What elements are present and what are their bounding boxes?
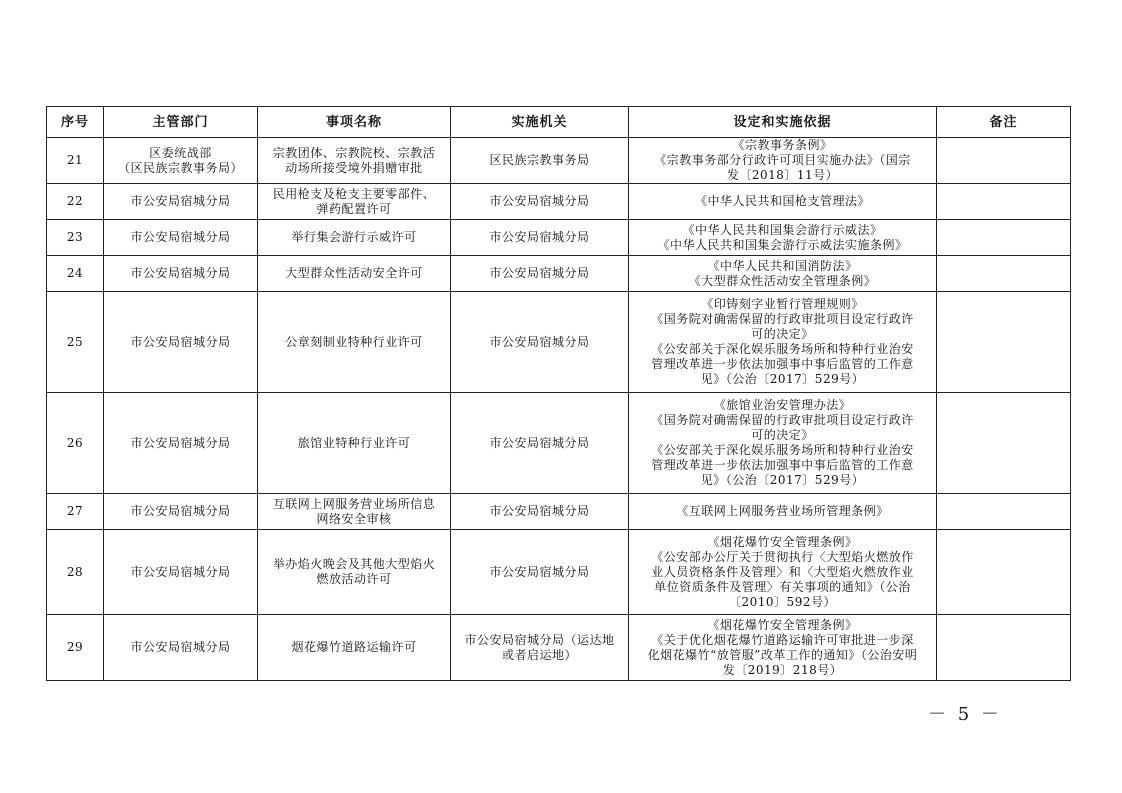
serial-cell: 27: [47, 494, 104, 530]
item-name-line: 互联网上网服务营业场所信息: [272, 496, 436, 511]
item-name-line: 大型群众性活动安全许可: [285, 266, 423, 280]
agency-cell: [451, 256, 629, 292]
table-row: [47, 138, 1071, 184]
page-number: － 5 －: [928, 704, 1002, 725]
department-line: 市公安局宿城分局: [130, 640, 231, 654]
item-name-line: 弹药配置许可: [316, 201, 392, 216]
basis-cell: [629, 292, 937, 393]
department-line: 市公安局宿城分局: [130, 194, 231, 208]
header-remarks: 备注: [937, 107, 1071, 138]
basis-line: 《中华人民共和国枪支管理法》: [694, 194, 870, 208]
table-row: [47, 184, 1071, 220]
item-name-cell: [258, 184, 451, 220]
department-line: 市公安局宿城分局: [130, 504, 231, 518]
basis-line: 《宗教事务条例》: [732, 138, 833, 152]
serial-cell: 28: [47, 530, 104, 615]
basis-line: 可的决定》: [751, 428, 814, 442]
department-cell: [104, 615, 258, 681]
basis-line: 〔2010〕592号）: [729, 594, 836, 609]
department-line: 区委统战部: [149, 145, 212, 160]
basis-line: 《关于优化烟花爆竹道路运输许可审批进一步深: [651, 632, 914, 647]
basis-line: 《中华人民共和国消防法》: [707, 258, 858, 273]
basis-line: 发〔2019〕218号）: [722, 662, 843, 677]
department-cell: [104, 292, 258, 393]
basis-line: 《互联网上网服务营业场所管理条例》: [676, 504, 889, 518]
basis-line: 《烟花爆竹安全管理条例》: [707, 617, 858, 632]
department-cell: [104, 494, 258, 530]
agency-line: 区民族宗教事务局: [489, 153, 590, 167]
basis-line: 《中华人民共和国集会游行示威法》: [682, 222, 883, 237]
serial-cell: 25: [47, 292, 104, 393]
department-line: 市公安局宿城分局: [130, 435, 231, 450]
department-cell: [104, 220, 258, 256]
basis-line: 见》（公治〔2017〕529号）: [700, 473, 865, 487]
serial-cell: 26: [47, 393, 104, 494]
serial-cell: 22: [47, 184, 104, 220]
item-name-cell: [258, 292, 451, 393]
table-header-row: [47, 107, 1071, 138]
table-row: [47, 393, 1071, 494]
basis-line: 可的决定》: [751, 327, 814, 341]
basis-line: 《公安部关于深化娱乐服务场所和特种行业治安: [651, 342, 914, 356]
agency-line: 或者启运地）: [501, 647, 577, 662]
agency-line: 市公安局宿城分局: [489, 435, 590, 450]
agency-line: 市公安局宿城分局: [489, 564, 590, 579]
item-name-line: 举行集会游行示威许可: [291, 230, 417, 244]
item-name-line: 动场所接受境外捐赠审批: [285, 160, 423, 175]
basis-line: 管理改革进一步依法加强事中事后监管的工作意: [651, 458, 914, 472]
agency-cell: [451, 184, 629, 220]
remarks-cell: [937, 138, 1071, 184]
basis-line: 化烟花爆竹“放管服”改革工作的通知》（公治安明: [647, 647, 918, 662]
table-body: [47, 138, 1071, 681]
remarks-cell: [937, 393, 1071, 494]
agency-cell: [451, 615, 629, 681]
department-cell: [104, 138, 258, 184]
agency-line: 市公安局宿城分局: [489, 230, 590, 244]
item-name-cell: [258, 494, 451, 530]
agency-cell: [451, 138, 629, 184]
department-line: 市公安局宿城分局: [130, 230, 231, 244]
header-agency: 实施机关: [451, 107, 629, 138]
remarks-cell: [937, 494, 1071, 530]
basis-line: 《国务院对确需保留的行政审批项目设定行政许: [651, 413, 914, 427]
remarks-cell: [937, 220, 1071, 256]
department-cell: [104, 393, 258, 494]
basis-cell: [629, 393, 937, 494]
item-name-cell: [258, 615, 451, 681]
table-row: [47, 530, 1071, 615]
department-cell: [104, 256, 258, 292]
item-name-cell: [258, 138, 451, 184]
remarks-cell: [937, 615, 1071, 681]
serial-cell: 21: [47, 138, 104, 184]
basis-line: 《旅馆业治安管理办法》: [713, 398, 852, 412]
item-name-line: 举办焰火晚会及其他大型焰火: [272, 557, 436, 571]
serial-cell: 24: [47, 256, 104, 292]
basis-line: 《公安部办公厅关于贯彻执行〈大型焰火燃放作: [651, 549, 914, 564]
item-name-line: 公章刻制业特种行业许可: [285, 334, 423, 349]
basis-cell: [629, 494, 937, 530]
item-name-line: 旅馆业特种行业许可: [297, 435, 411, 450]
department-cell: [104, 184, 258, 220]
table-row: [47, 615, 1071, 681]
department-line: 市公安局宿城分局: [130, 266, 231, 280]
department-cell: [104, 530, 258, 615]
basis-line: 业人员资格条件及管理〉和〈大型焰火燃放作业: [651, 564, 914, 579]
remarks-cell: [937, 184, 1071, 220]
basis-cell: [629, 615, 937, 681]
item-name-line: 烟花爆竹道路运输许可: [291, 640, 417, 654]
item-name-cell: [258, 393, 451, 494]
item-name-cell: [258, 530, 451, 615]
permit-table: [46, 106, 1071, 681]
agency-cell: [451, 494, 629, 530]
agency-cell: [451, 220, 629, 256]
header-serial: 序号: [47, 107, 104, 138]
basis-line: 《宗教事务部分行政许可项目实施办法》（国宗: [654, 153, 911, 167]
basis-cell: [629, 138, 937, 184]
basis-line: 单位资质条件及管理〉有关事项的通知》（公治: [654, 579, 911, 594]
item-name-cell: [258, 256, 451, 292]
basis-line: 《公安部关于深化娱乐服务场所和特种行业治安: [651, 443, 914, 457]
header-department: 主管部门: [104, 107, 258, 138]
basis-cell: [629, 220, 937, 256]
basis-line: 《大型群众性活动安全管理条例》: [688, 273, 877, 288]
agency-cell: [451, 393, 629, 494]
table-row: [47, 494, 1071, 530]
agency-line: 市公安局宿城分局（运达地: [464, 632, 615, 647]
item-name-line: 网络安全审核: [316, 511, 392, 526]
agency-cell: [451, 292, 629, 393]
agency-line: 市公安局宿城分局: [489, 334, 590, 349]
remarks-cell: [937, 256, 1071, 292]
agency-line: 市公安局宿城分局: [489, 504, 590, 518]
item-name-line: 宗教团体、宗教院校、宗教活: [272, 145, 436, 160]
basis-cell: [629, 184, 937, 220]
agency-line: 市公安局宿城分局: [489, 266, 590, 280]
agency-cell: [451, 530, 629, 615]
item-name-line: 民用枪支及枪支主要零部件、: [272, 186, 436, 201]
department-line: 市公安局宿城分局: [130, 564, 231, 579]
department-line: 市公安局宿城分局: [130, 334, 231, 349]
basis-line: 见》（公治〔2017〕529号）: [700, 372, 865, 386]
department-line: （区民族宗教事务局）: [117, 160, 243, 175]
agency-line: 市公安局宿城分局: [489, 194, 590, 208]
basis-line: 《印铸刻字业暂行管理规则》: [701, 297, 864, 311]
basis-line: 《国务院对确需保留的行政审批项目设定行政许: [651, 312, 914, 326]
basis-line: 发〔2018〕11号）: [726, 168, 839, 182]
basis-line: 《中华人民共和国集会游行示威法实施条例》: [657, 237, 908, 252]
table-row: [47, 292, 1071, 393]
header-item-name: 事项名称: [258, 107, 451, 138]
table-row: [47, 256, 1071, 292]
serial-cell: 23: [47, 220, 104, 256]
table-row: [47, 220, 1071, 256]
remarks-cell: [937, 530, 1071, 615]
basis-cell: [629, 256, 937, 292]
item-name-line: 燃放活动许可: [316, 572, 392, 586]
serial-cell: 29: [47, 615, 104, 681]
basis-line: 管理改革进一步依法加强事中事后监管的工作意: [651, 357, 914, 371]
header-basis: 设定和实施依据: [629, 107, 937, 138]
remarks-cell: [937, 292, 1071, 393]
item-name-cell: [258, 220, 451, 256]
basis-cell: [629, 530, 937, 615]
basis-line: 《烟花爆竹安全管理条例》: [707, 534, 858, 549]
